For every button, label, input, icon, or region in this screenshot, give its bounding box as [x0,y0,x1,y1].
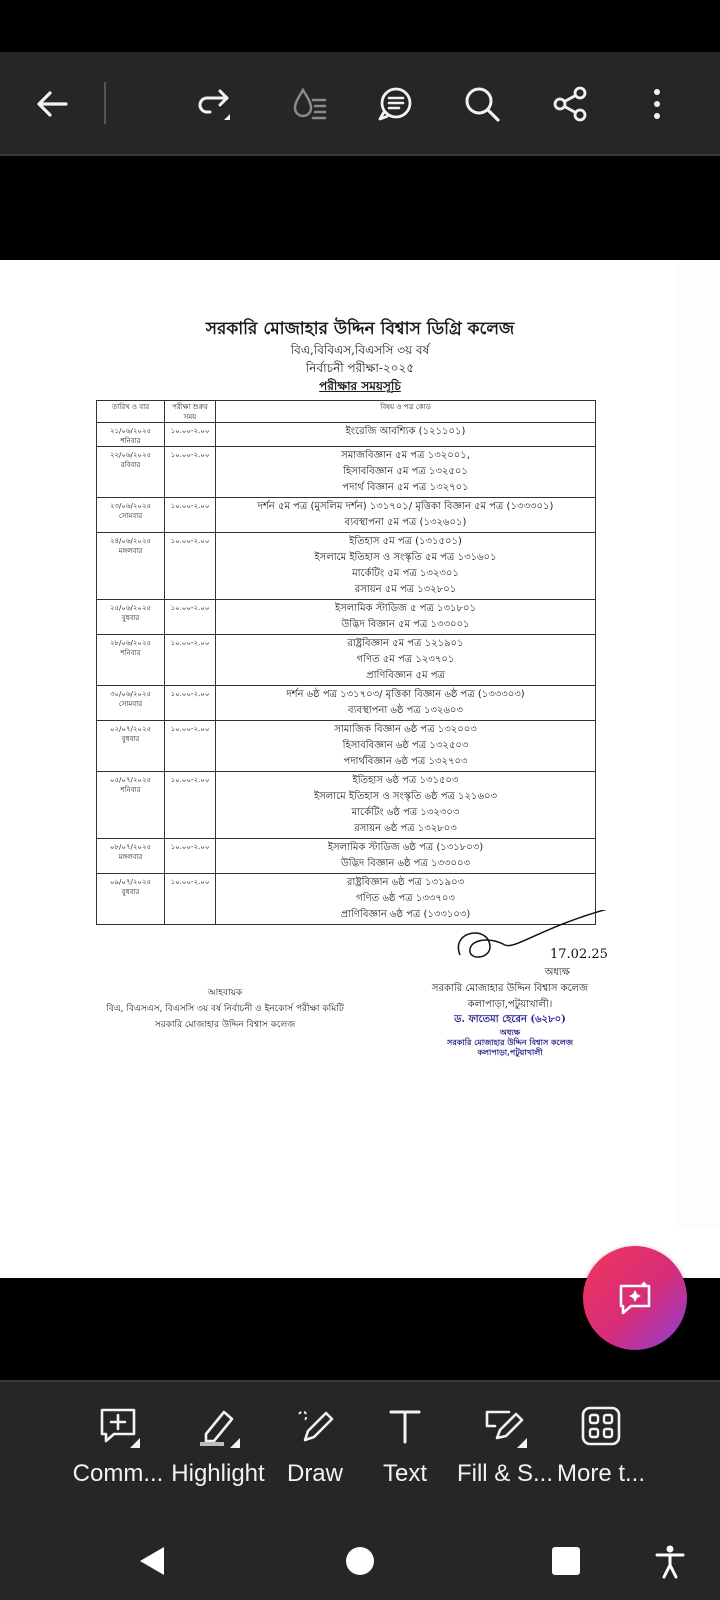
subject-line: ইসলামিক স্টাডিজ ৬ষ্ঠ পত্র (১৩১৮০৩) [327,842,484,853]
ai-assistant-button[interactable] [583,1246,687,1350]
scan-edge [676,260,720,1228]
row-date-cell [97,447,165,498]
row-day: রবিবার [120,461,141,469]
row-date-cell [97,635,165,686]
system-nav-bar [0,1521,720,1600]
principal-title: অধ্যক্ষ [544,967,570,978]
row-date: ০৫/০৭/২০২৫ [109,776,152,784]
row-day: মঙ্গলবার [118,853,143,861]
search-icon [462,84,502,124]
accessibility-button[interactable] [646,1537,694,1585]
status-bar [0,0,720,52]
row-day: শনিবার [120,649,141,657]
seal-location: কলাপাড়া,পটুয়াখালী [477,1047,543,1057]
fill-sign-tool[interactable] [455,1404,555,1504]
highlight-icon [196,1404,240,1448]
table-row [97,498,596,533]
row-date: ০২/০৭/২০২৫ [109,725,152,733]
row-day: সোমবার [118,512,143,520]
seal-college: সরকারি মোজাহার উদ্দিন বিশ্বাস কলেজ [447,1037,573,1047]
redo-button[interactable] [188,78,240,130]
liquid-mode-icon [289,84,329,124]
subject-line: উদ্ভিদ বিজ্ঞান ৫ম পত্র ১৩৩০০১ [341,619,470,630]
row-date-cell [97,600,165,635]
draw-tool-label: Draw [286,1460,343,1487]
committee-name: বিএ, বিএসএস, বিএসসি ৩য় বর্ষ নির্বাচনী ও ইনকোর্স পরীক্ষা কমিটি [106,1004,344,1014]
subject-line: প্রাণিবিজ্ঞান ৫ম পত্র [366,670,445,681]
more-options-button[interactable] [631,78,683,130]
table-row [97,772,596,839]
header-subject: বিষয় ও পত্র কোড [216,401,596,423]
nav-home-icon [342,1543,378,1579]
row-day: শনিবার [120,786,141,794]
more-tools[interactable] [551,1404,651,1504]
schedule-title: পরীক্ষার সময়সূচি [319,379,401,393]
college-title: সরকারি মোজাহার উদ্দিন বিশ্বাস ডিগ্রি কলেজ [205,319,515,339]
subject-line: রসায়ন ৫ম পত্র ১৩২৮০১ [354,584,457,595]
row-subjects [216,533,596,600]
table-header-row [97,401,596,423]
subject-line: পদার্থ বিজ্ঞান ৫ম পত্র ১৩২৭০১ [342,482,469,493]
row-date: ২১/০৬/২০২৫ [109,427,152,435]
signature-date: 17.02.25 [550,947,608,962]
row-time: ১০.০০-২.০০ [165,498,216,533]
row-time: ১০.০০-২.০০ [165,600,216,635]
document-viewer[interactable] [0,156,720,1380]
subject-line: মার্কেটিং ৫ম পত্র ১৩২৩০১ [352,568,459,579]
row-subjects [216,447,596,498]
row-subjects [216,635,596,686]
row-time: ১০.০০-২.০০ [165,635,216,686]
seal-name: ড. ফাতেমা হেরেন (৬২৮০) [454,1014,566,1025]
row-date-cell [97,839,165,874]
subject-line: প্রাণিবিজ্ঞান ৬ষ্ঠ পত্র (১৩৩১০৩) [340,909,471,920]
table-row [97,635,596,686]
subject-line: হিসাববিজ্ঞান ৫ম পত্র ১৩২৫০১ [343,466,468,477]
row-time: ১০.০০-২.০০ [165,874,216,925]
subject-line: উদ্ভিদ বিজ্ঞান ৬ষ্ঠ পত্র ১৩৩০০৩ [341,858,470,869]
search-button[interactable] [456,78,508,130]
row-date-cell [97,686,165,721]
comments-button[interactable] [369,78,421,130]
header-date: তারিখ ও বার [97,401,165,423]
fill-sign-tool-label: Fill & S... [456,1460,553,1487]
row-date-cell [97,498,165,533]
row-date: ২৫/০৬/২০২৫ [109,604,152,612]
subject-line: সামাজিক বিজ্ঞান ৬ষ্ঠ পত্র ১৩২০০৩ [334,724,477,735]
subject-line: ইতিহাস ৬ষ্ঠ পত্র ১৩১৫০৩ [352,775,459,786]
row-date-cell [97,874,165,925]
subject-line: মার্কেটিং ৬ষ্ঠ পত্র ১৩২৩০৩ [351,807,460,818]
draw-tool[interactable] [265,1404,365,1504]
row-time: ১০.০০-২.০০ [165,686,216,721]
nav-recents-icon [548,1543,584,1579]
subject-line: ব্যবস্থাপনা ৬ষ্ঠ পত্র ১৩২৬০৩ [348,705,463,716]
subject-line: ইসলামে ইতিহাস ও সংস্কৃতি ৬ষ্ঠ পত্র ১২১৬০৩ [313,791,498,802]
row-day: শনিবার [120,437,141,445]
row-subjects [216,600,596,635]
principal-location: কলাপাড়া,পটুয়াখালী। [467,999,553,1010]
toolbar-divider [104,82,106,124]
table-row [97,423,596,447]
subject-line: গণিত ৬ষ্ঠ পত্র ১৩৩৭০৩ [356,893,455,904]
comment-tool[interactable] [68,1404,168,1504]
more-tools-icon [579,1404,623,1448]
exam-schedule-table [96,400,596,925]
back-button[interactable] [26,78,78,130]
table-row [97,721,596,772]
share-button[interactable] [544,78,596,130]
text-icon [383,1404,427,1448]
row-date: ০৯/০৭/২০২৫ [109,878,152,886]
row-subjects [216,772,596,839]
nav-back-button[interactable] [128,1537,176,1585]
subject-line: গণিত ৫ম পত্র ১২৩৭০১ [356,654,455,665]
subject-line: ইসলামে ইতিহাস ও সংস্কৃতি ৫ম পত্র ১৩১৬০১ [314,552,497,563]
table-row [97,600,596,635]
program-line: বিএ,বিবিএস,বিএসসি ৩য় বর্ষ [290,343,430,357]
seal-title: অধ্যক্ষ [499,1027,521,1037]
row-time: ১০.০০-২.০০ [165,423,216,447]
comment-add-icon [96,1404,140,1448]
row-date: ৩০/০৬/২০২৫ [109,690,152,698]
row-subjects [216,721,596,772]
row-time: ১০.০০-২.০০ [165,772,216,839]
principal-block [410,965,610,1057]
row-time: ১০.০০-২.০০ [165,721,216,772]
nav-recents-button[interactable] [542,1537,590,1585]
subject-line: সমাজবিজ্ঞান ৫ম পত্র ১৩২০০১, [341,450,470,461]
comment-tool-label: Comm... [72,1460,164,1487]
subject-line: ইসলামিক স্টাডিজ ৫ পত্র ১৩১৮০১ [334,603,476,614]
subject-line: হিসাববিজ্ঞান ৬ষ্ঠ পত্র ১৩২৫০৩ [342,740,469,751]
comments-list-icon [375,84,415,124]
header-time: পরীক্ষা শুরুর সময় [165,401,216,423]
highlight-tool-label: Highlight [171,1460,265,1487]
row-time: ১০.০০-২.০০ [165,839,216,874]
row-date: ২২/০৬/২০২৫ [109,451,152,459]
table-row [97,533,596,600]
row-subjects [216,686,596,721]
row-date: ২৮/০৬/২০২৫ [109,639,152,647]
more-tools-label: More t... [556,1460,646,1487]
accessibility-icon [652,1543,688,1579]
row-date: ০৮/০৭/২০২৫ [109,843,152,851]
subject-line: দর্শন ৬ষ্ঠ পত্র ১৩১৭০৩/ মৃত্তিকা বিজ্ঞান ৬ষ্ঠ পত্র (১৩৩৩০৩) [286,689,525,700]
more-vertical-icon [637,84,677,124]
highlight-tool[interactable] [168,1404,268,1504]
convener-college: সরকারি মোজাহার উদ্দিন বিশ্বাস কলেজ [154,1020,296,1030]
row-subjects [216,498,596,533]
subject-line: রাষ্ট্রবিজ্ঞান ৬ষ্ঠ পত্র ১৩১৯০৩ [346,877,465,888]
row-time: ১০.০০-২.০০ [165,533,216,600]
row-date-cell [97,721,165,772]
ai-chat-sparkle-icon [613,1276,657,1320]
liquid-mode-button[interactable] [283,78,335,130]
row-subjects [216,839,596,874]
exam-line: নির্বাচনী পরীক্ষা-২০২৫ [305,361,415,375]
row-date-cell [97,533,165,600]
subject-line: ব্যবস্থাপনা ৫ম পত্র (১৩২৬০১) [344,517,467,528]
row-day: মঙ্গলবার [118,547,143,555]
fill-sign-icon [483,1404,527,1448]
bottom-toolbar [0,1380,720,1521]
subject-line: ইংরেজি আবশ্যিক (১২১১০১) [345,426,466,437]
row-time: ১০.০০-২.০০ [165,447,216,498]
subject-line: রাষ্ট্রবিজ্ঞান ৫ম পত্র ১২১৯০১ [347,638,464,649]
pdf-page [0,260,720,1278]
row-date-cell [97,772,165,839]
row-day: বুধবার [121,888,140,896]
table-row [97,839,596,874]
subject-line: ইতিহাস ৫ম পত্র (১৩১৫০১) [349,536,462,547]
nav-home-button[interactable] [336,1537,384,1585]
row-day: সোমবার [118,700,143,708]
principal-college: সরকারি মোজাহার উদ্দিন বিশ্বাস কলেজ [431,983,589,994]
row-date-cell [97,423,165,447]
text-tool-label: Text [382,1460,427,1487]
row-date: ২৪/০৬/২০২৫ [109,537,152,545]
redo-icon [194,84,234,124]
subject-line: দর্শন ৫ম পত্র (মুসলিম দর্শন) ১৩১৭০১/ মৃত্তিকা বিজ্ঞান ৫ম পত্র (১৩৩৩০১) [257,501,554,512]
subject-line: রসায়ন ৬ষ্ঠ পত্র ১৩২৮০৩ [354,823,457,834]
row-day: বুধবার [121,614,140,622]
back-arrow-icon [32,84,72,124]
subject-line: পদার্থবিজ্ঞান ৬ষ্ঠ পত্র ১৩২৭০৩ [343,756,468,767]
convener-block [100,985,350,1033]
nav-back-icon [134,1543,170,1579]
share-icon [550,84,590,124]
convener-title: আহবায়ক [207,988,243,998]
draw-icon [293,1404,337,1448]
row-day: বুধবার [121,735,140,743]
table-row [97,447,596,498]
text-tool[interactable] [355,1404,455,1504]
row-date: ২৩/০৬/২০২৫ [109,502,152,510]
row-subjects [216,423,596,447]
top-toolbar [0,52,720,156]
table-row [97,686,596,721]
